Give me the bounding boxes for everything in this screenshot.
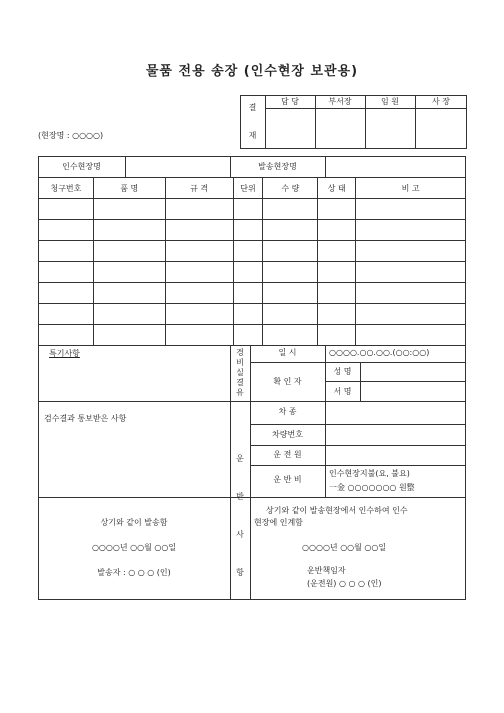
driver-label: 운 전 원 — [273, 450, 302, 459]
vehicle-type-label: 차 종 — [278, 407, 297, 416]
table-row[interactable] — [39, 199, 466, 220]
col-header: 품 명 — [93, 178, 165, 199]
page-title: 물품 전용 송장 (인수현장 보관용) — [145, 64, 359, 79]
col-header: 규 격 — [165, 178, 233, 199]
fare-label: 운 반 비 — [273, 475, 302, 484]
col-header: 단위 — [233, 178, 263, 199]
side-label-transport: 운 사 항 — [236, 454, 244, 577]
site-name: (현장명 : ○○○○) — [38, 131, 104, 140]
sender-signature: 발송자 : ○ ○ ○ (인) — [97, 568, 171, 577]
inspection-label: 검수결과 통보받은 사항 — [44, 414, 127, 423]
approval-header-president: 사 장 — [432, 97, 450, 106]
approval-header-dept: 부서장 — [328, 97, 352, 106]
fare-line1: 인수현장지불(요, 불요) — [329, 469, 410, 478]
name-label: 성 명 — [333, 367, 352, 376]
date-value: ○○○○.○○.○○.(○○:○○) — [329, 348, 430, 357]
vehicle-no-label: 차량번호 — [272, 430, 303, 439]
approval-label-bottom: 재 — [248, 131, 257, 140]
fare-line2: 一金 ○○○○○○○ 원整 — [329, 483, 415, 492]
send-site-label: 발송현장명 — [258, 162, 297, 171]
side-label-expense: 경 비 실 결 유 — [236, 348, 244, 397]
approval-header-staff: 담 당 — [281, 97, 299, 106]
sender-statement: 상기와 같이 발송함 — [100, 518, 168, 527]
approval-header-exec: 임 원 — [381, 97, 399, 106]
sign-label: 서 명 — [333, 387, 352, 396]
col-header: 청구번호 — [39, 178, 94, 199]
confirmer-label: 확 인 자 — [273, 377, 302, 386]
sender-date: ○○○○년 ○○월 ○○일 — [91, 543, 177, 552]
table-row[interactable] — [39, 220, 466, 241]
items-table — [38, 177, 466, 346]
table-row[interactable] — [39, 325, 466, 346]
col-header: 수 량 — [263, 178, 318, 199]
col-header: 비 고 — [356, 178, 466, 199]
date-label: 일 시 — [278, 348, 297, 357]
handover-date: ○○○○년 ○○월 ○○일 — [302, 543, 387, 552]
transport-manager-label: 운반책임자 — [307, 566, 346, 575]
handover-statement-2: 현장에 인계함 — [254, 518, 303, 527]
remarks-label: 특기사항 — [49, 349, 80, 358]
handover-statement-1: 상기와 같이 발송현장에서 인수하여 인수 — [266, 506, 408, 515]
recv-site-label: 인수현장명 — [62, 162, 101, 171]
table-row[interactable] — [39, 241, 466, 262]
transport-manager-signature: (운전원) ○ ○ ○ (인) — [307, 579, 382, 588]
table-row[interactable] — [39, 262, 466, 283]
approval-label-top: 결 — [248, 103, 257, 112]
table-row[interactable] — [39, 283, 466, 304]
table-row[interactable] — [39, 304, 466, 325]
col-header: 상 태 — [318, 178, 356, 199]
table-header-row — [39, 178, 466, 199]
